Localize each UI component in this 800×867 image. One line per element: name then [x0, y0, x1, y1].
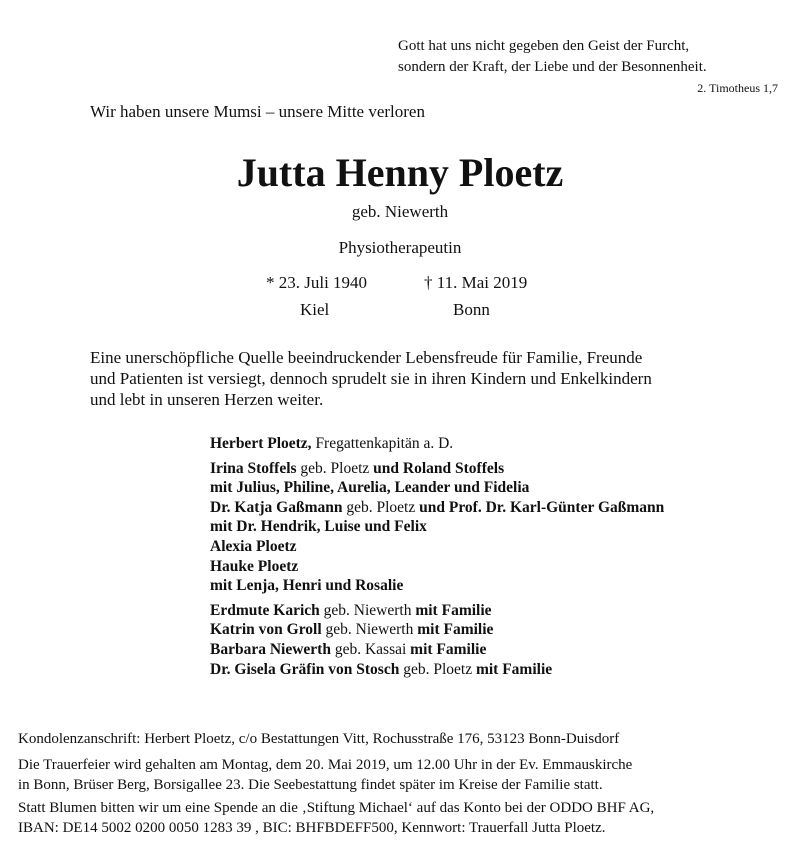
condolence-line: Kondolenzanschrift: Herbert Ploetz, c/o Bestattungen Vitt, Rochusstraße 176, 53123 Bonn-Duisdorf [18, 731, 620, 747]
sibling-row: Barbara Niewerth geb. Kassai mit Familie [210, 640, 487, 658]
mourner-row: mit Julius, Philine, Aurelia, Leander und Fidelia [210, 479, 530, 497]
donation-line-2: IBAN: DE14 5002 0200 0050 1283 39 , BIC: BHFBDEFF500, Kennwort: Trauerfall Jutta Ploetz. [18, 819, 606, 836]
verse-line-1: Gott hat uns nicht gegeben den Geist der Furcht, [398, 38, 690, 54]
tribute-line-1: Eine unerschöpfliche Quelle beeindruckender Lebensfreude für Familie, Freunde [90, 348, 643, 367]
mourner-row: Hauke Ploetz [210, 557, 299, 575]
funeral-line-1: Die Trauerfeier wird gehalten am Montag, dem 20. Mai 2019, um 12.00 Uhr in der Ev. Emmauskirche [18, 757, 633, 773]
death-date: † 11. Mai 2019 [424, 273, 528, 292]
verse-line-2: sondern der Kraft, der Liebe und der Besonnenheit. [398, 59, 707, 75]
tribute-text [90, 347, 780, 410]
donation-line-1: Statt Blumen bitten wir um eine Spende an die ‚Stiftung Michael‘ auf das Konto bei der ODDO BHF AG, [18, 800, 655, 816]
deceased-name: Jutta Henny Ploetz [236, 150, 564, 195]
verse-reference: 2. Timotheus 1,7 [697, 81, 778, 95]
funeral-line-2: in Bonn, Brüser Berg, Borsigallee 23. Die Seebestattung findet später im Kreise der Familie statt. [18, 776, 603, 793]
sibling-row: Dr. Gisela Gräfin von Stosch geb. Ploetz mit Familie [210, 660, 553, 678]
mourner-row: mit Dr. Hendrik, Luise und Felix [210, 518, 427, 536]
birth-place: Kiel [300, 300, 330, 319]
mourner-row: Dr. Katja Gaßmann geb. Ploetz und Prof. Dr. Karl-Günter Gaßmann [210, 498, 665, 516]
mourner-row: mit Lenja, Henri und Rosalie [210, 577, 404, 595]
mourner-husband: Herbert Ploetz, Fregattenkapitän a. D. [210, 435, 454, 452]
sibling-row: Erdmute Karich geb. Niewerth mit Familie [210, 601, 492, 619]
intro-line: Wir haben unsere Mumsi – unsere Mitte verloren [90, 102, 425, 121]
funeral-info [18, 756, 780, 795]
birth-date: * 23. Juli 1940 [266, 273, 368, 292]
death-place: Bonn [453, 300, 490, 319]
condolence-address [18, 730, 780, 750]
donation-info [18, 799, 780, 838]
tribute-line-3: und lebt in unseren Herzen weiter. [90, 390, 324, 409]
tribute-line-2: und Patienten ist versiegt, dennoch sprudelt sie in ihren Kindern und Enkelkindern [90, 369, 652, 388]
maiden-name: geb. Niewerth [351, 202, 449, 221]
profession: Physiotherapeutin [338, 238, 462, 257]
mourner-row: Irina Stoffels geb. Ploetz und Roland Stoffels [210, 459, 505, 477]
mourners-list [210, 434, 790, 679]
mourner-row: Alexia Ploetz [210, 537, 297, 555]
sibling-row: Katrin von Groll geb. Niewerth mit Familie [210, 621, 494, 639]
bible-verse [398, 36, 778, 78]
